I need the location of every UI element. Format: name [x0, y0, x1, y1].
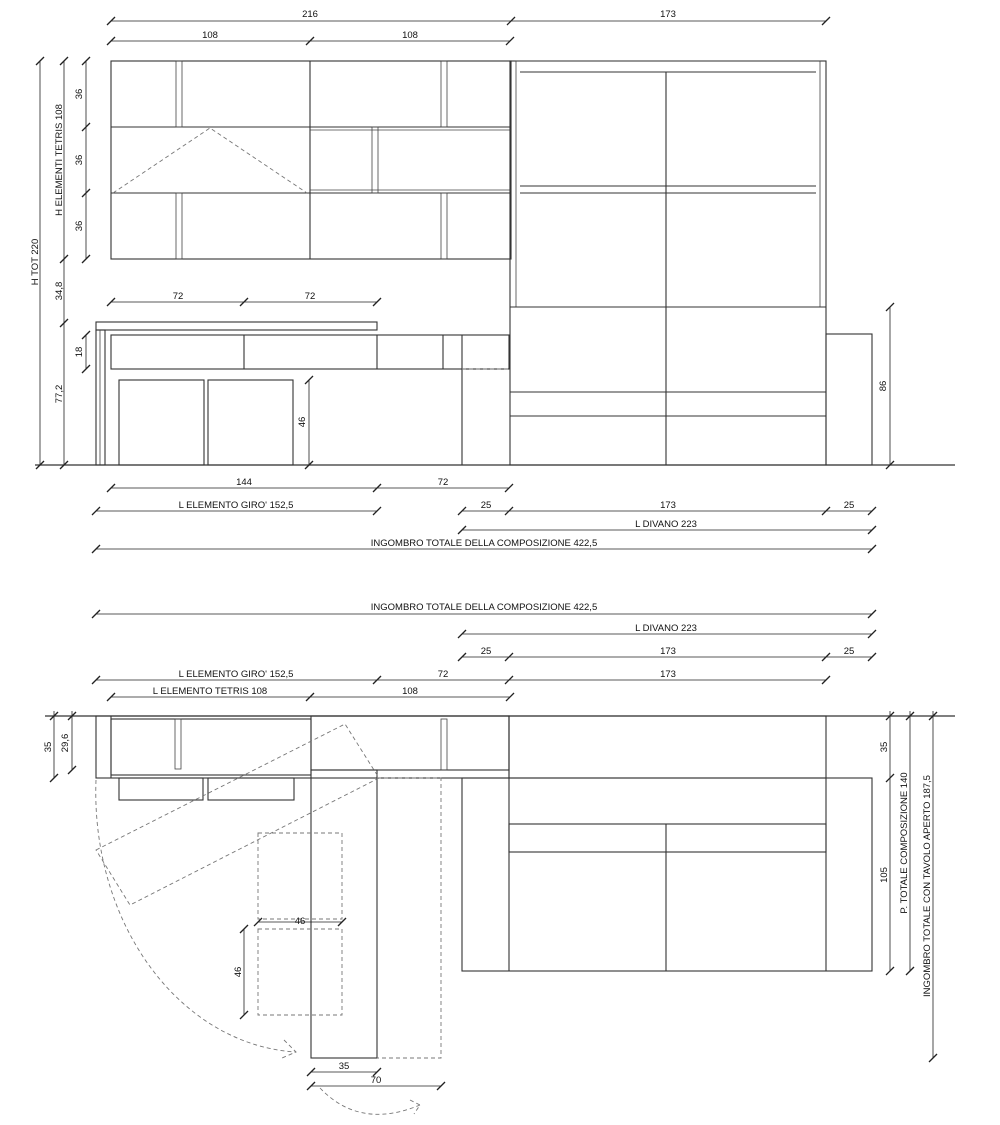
dim-46-front: 46 [297, 416, 308, 428]
dim-77-2: 77,2 [54, 384, 65, 404]
plan-sofa [462, 778, 872, 971]
dim-row3: 36 [74, 220, 85, 232]
dim-row2: 36 [74, 154, 85, 166]
ingombro-totale-plan: INGOMBRO TOTALE DELLA COMPOSIZIONE 422,5 [370, 602, 598, 613]
front-dims-bottom [92, 477, 876, 553]
h-elementi: H ELEMENTI TETRIS 108 [54, 104, 65, 216]
dim-35-right: 35 [879, 741, 890, 753]
h-tot: H TOT 220 [30, 238, 41, 286]
plan-cabinets [96, 716, 826, 800]
front-dims-top [107, 9, 830, 45]
dim-173d: 173 [660, 669, 676, 680]
dim-25b: 25 [843, 500, 855, 511]
dim-72c: 72 [437, 477, 449, 488]
l-divano: L DIVANO 223 [635, 519, 697, 530]
dim-108a: 108 [202, 30, 218, 41]
plan-dims-left [43, 711, 76, 782]
p-totale: P. TOTALE COMPOSIZIONE 140 [899, 772, 910, 914]
ingombro-tavolo: INGOMBRO TOTALE CON TAVOLO APERTO 187,5 [922, 775, 933, 997]
plan-dims-right [879, 711, 937, 1062]
l-elemento-tetris: L ELEMENTO TETRIS 108 [152, 686, 268, 697]
dim-29-6: 29,6 [60, 733, 71, 753]
dim-216: 216 [302, 9, 318, 20]
sofa-bed-unit [510, 61, 872, 465]
dim-row1: 36 [74, 88, 85, 100]
dim-108b: 108 [402, 30, 418, 41]
dim-72d: 72 [437, 669, 449, 680]
dim-173b: 173 [660, 500, 676, 511]
dim-72a: 72 [172, 291, 184, 302]
dim-70-table: 70 [370, 1075, 382, 1086]
dim-35-table: 35 [338, 1061, 350, 1072]
plan-dims-table [233, 916, 445, 1090]
dim-25d: 25 [843, 646, 855, 657]
dim-18: 18 [74, 346, 85, 358]
dim-173: 173 [660, 9, 676, 20]
dim-86: 86 [878, 380, 889, 392]
dim-144: 144 [236, 477, 252, 488]
plan-view [43, 602, 955, 1114]
dim-25a: 25 [480, 500, 492, 511]
dim-72b: 72 [304, 291, 316, 302]
dim-35-left: 35 [43, 741, 54, 753]
giro-element [96, 322, 509, 465]
ingombro-totale-front: INGOMBRO TOTALE DELLA COMPOSIZIONE 422,5 [370, 538, 598, 549]
dim-25c: 25 [480, 646, 492, 657]
front-dims-left [30, 57, 90, 469]
dim-34-8: 34,8 [54, 281, 65, 301]
tetris-wall-units [111, 61, 511, 259]
dim-105: 105 [879, 867, 890, 883]
l-elemento-giro: L ELEMENTO GIRO' 152,5 [178, 500, 294, 511]
l-divano-plan: L DIVANO 223 [635, 623, 697, 634]
dim-46-table-h: 46 [233, 966, 244, 978]
front-view [30, 9, 955, 553]
dim-46-table-w: 46 [294, 916, 306, 927]
dim-173c: 173 [660, 646, 676, 657]
plan-dims-top [92, 602, 876, 701]
dim-108-plan: 108 [402, 686, 418, 697]
l-elemento-giro-plan: L ELEMENTO GIRO' 152,5 [178, 669, 294, 680]
plan-table [96, 724, 441, 1114]
